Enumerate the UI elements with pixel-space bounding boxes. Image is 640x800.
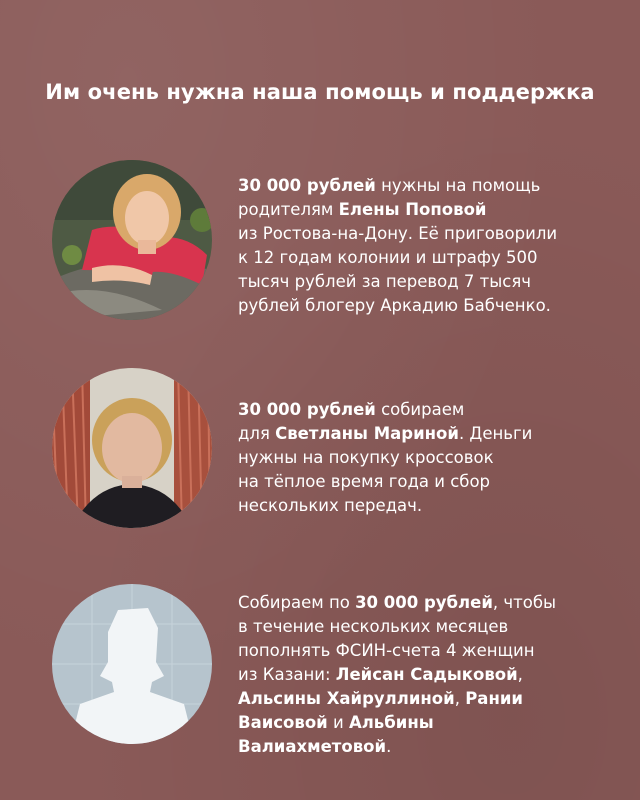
entry-text [238, 591, 618, 759]
text-line [238, 687, 618, 711]
silhouette-placeholder [52, 584, 212, 744]
bold-text: 30 000 рублей [238, 176, 376, 195]
text: тысяч рублей за перевод 7 тысяч [238, 272, 532, 291]
text: нескольких передач. [238, 496, 423, 515]
bold-text: Альбины [348, 713, 434, 732]
text: пополнять ФСИН-счета 4 женщин [238, 641, 535, 660]
text: . [386, 737, 392, 756]
text: на тёплое время года и сбор [238, 472, 491, 491]
text-line [238, 494, 618, 518]
text-line [238, 735, 618, 759]
photo-elena-popova [52, 160, 212, 320]
bold-text: 30 000 рублей [355, 593, 493, 612]
text: в течение нескольких месяцев [238, 617, 509, 636]
text: родителям [238, 200, 339, 219]
entry-text [238, 174, 618, 318]
text: из Казани: [238, 665, 336, 684]
bold-text: Рании [465, 689, 523, 708]
bold-text: Елены Поповой [338, 200, 487, 219]
entry-text [238, 398, 618, 518]
bold-text: Светланы Мариной [275, 424, 459, 443]
photo-svetlana-marina [52, 368, 212, 528]
text: из Ростова-на-Дону. Её приговорили [238, 224, 558, 243]
text-line [238, 639, 618, 663]
text: собираем [375, 400, 465, 419]
text: нужны на покупку кроссовок [238, 448, 494, 467]
text-line [238, 470, 618, 494]
text-line [238, 294, 618, 318]
text: , чтобы [492, 593, 557, 612]
text: для [238, 424, 276, 443]
text: . Деньги [458, 424, 533, 443]
bold-text: Валиахметовой [238, 737, 387, 756]
text-line [238, 663, 618, 687]
text-line [238, 711, 618, 735]
text: и [327, 713, 349, 732]
text-line [238, 591, 618, 615]
text-line [238, 222, 618, 246]
text-line [238, 270, 618, 294]
bold-text: Лейсан Садыковой [335, 665, 518, 684]
text: нужны на помощь [375, 176, 541, 195]
text: , [454, 689, 466, 708]
text: , [517, 665, 523, 684]
text-line [238, 198, 618, 222]
text: Собираем по [238, 593, 356, 612]
bold-text: Альсины Хайруллиной [238, 689, 455, 708]
bold-text: 30 000 рублей [238, 400, 376, 419]
bold-text: Ваисовой [238, 713, 328, 732]
text-line [238, 422, 618, 446]
page-title: Им очень нужна наша помощь и поддержка [45, 80, 595, 104]
text-line [238, 398, 618, 422]
text: рублей блогеру Аркадию Бабченко. [238, 296, 551, 315]
text: к 12 годам колонии и штрафу 500 [238, 248, 538, 267]
text-line [238, 174, 618, 198]
text-line [238, 246, 618, 270]
text-line [238, 615, 618, 639]
text-line [238, 446, 618, 470]
